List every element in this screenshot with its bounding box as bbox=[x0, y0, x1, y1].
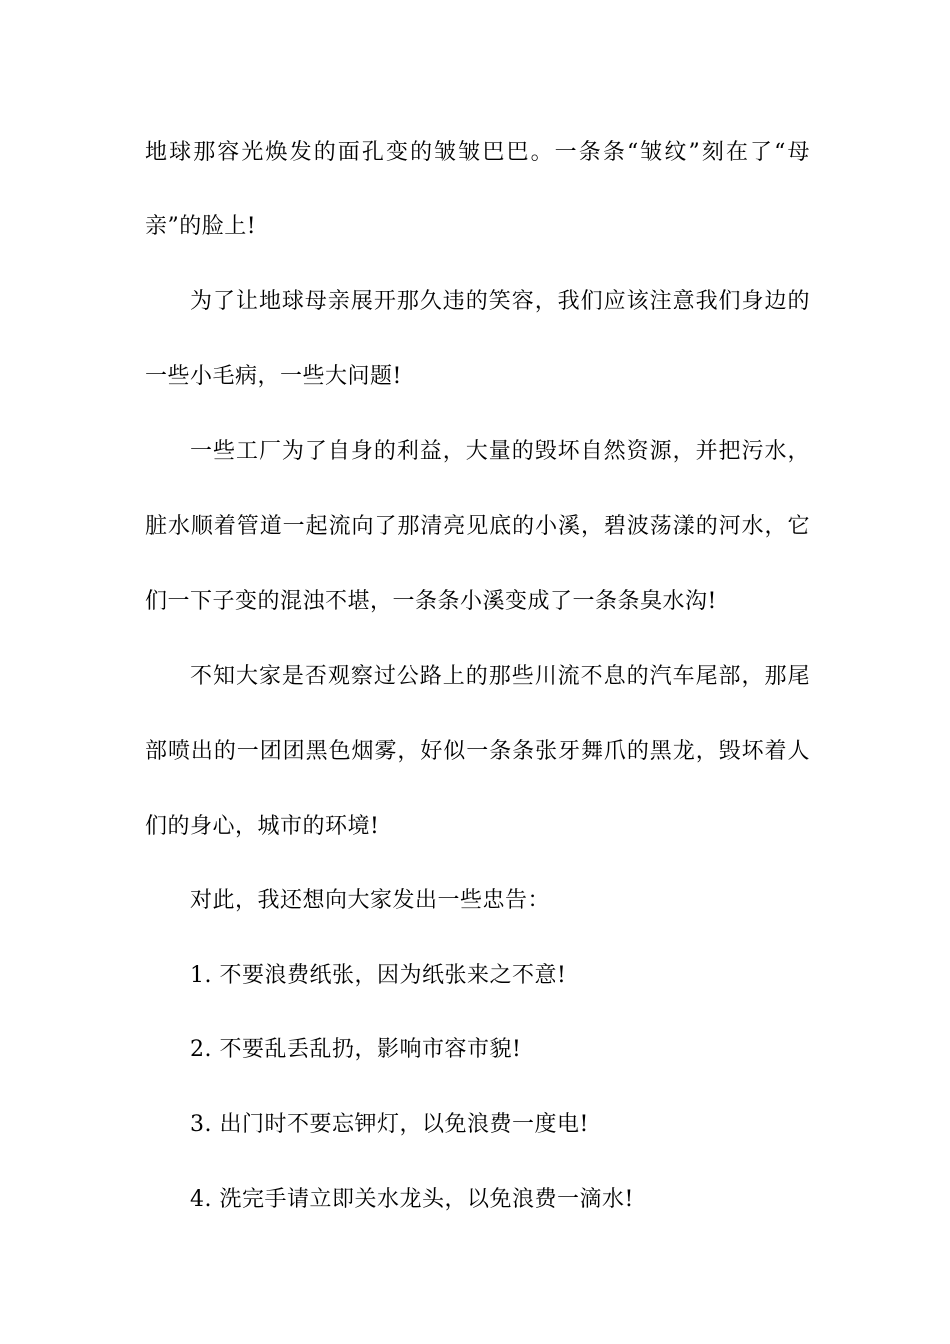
list-item: 3. 出门时不要忘钾灯，以免浪费一度电! bbox=[190, 1112, 589, 1137]
paragraph-line: 们的身心，城市的环境! bbox=[145, 814, 380, 839]
paragraph-line: 们一下子变的混浊不堪，一条条小溪变成了一条条臭水沟! bbox=[145, 589, 717, 614]
paragraph-line: 亲”的脸上! bbox=[145, 214, 257, 239]
paragraph-line: 对此，我还想向大家发出一些忠告： bbox=[190, 888, 551, 913]
paragraph-line: 不知大家是否观察过公路上的那些川流不息的汽车尾部，那尾 bbox=[190, 664, 810, 689]
paragraph-line: 部喷出的一团团黑色烟雾，好似一条条张牙舞爪的黑龙，毁坏着人 bbox=[145, 739, 810, 764]
list-item: 4. 洗完手请立即关水龙头，以免浪费一滴水! bbox=[190, 1187, 634, 1212]
paragraph-line: 一些工厂为了自身的利益，大量的毁坏自然资源，并把污水， bbox=[190, 439, 810, 464]
paragraph-line: 为了让地球母亲展开那久违的笑容，我们应该注意我们身边的 bbox=[190, 289, 810, 314]
paragraph-line: 脏水顺着管道一起流向了那清亮见底的小溪，碧波荡漾的河水，它 bbox=[145, 514, 810, 539]
paragraph-line: 地球那容光焕发的面孔变的皱皱巴巴。一条条“皱纹”刻在了“母 bbox=[145, 140, 810, 165]
list-item: 2. 不要乱丢乱扔，影响市容市貌! bbox=[190, 1037, 522, 1062]
paragraph-line: 一些小毛病，一些大问题! bbox=[145, 364, 402, 389]
list-item: 1. 不要浪费纸张，因为纸张来之不意! bbox=[190, 963, 567, 988]
